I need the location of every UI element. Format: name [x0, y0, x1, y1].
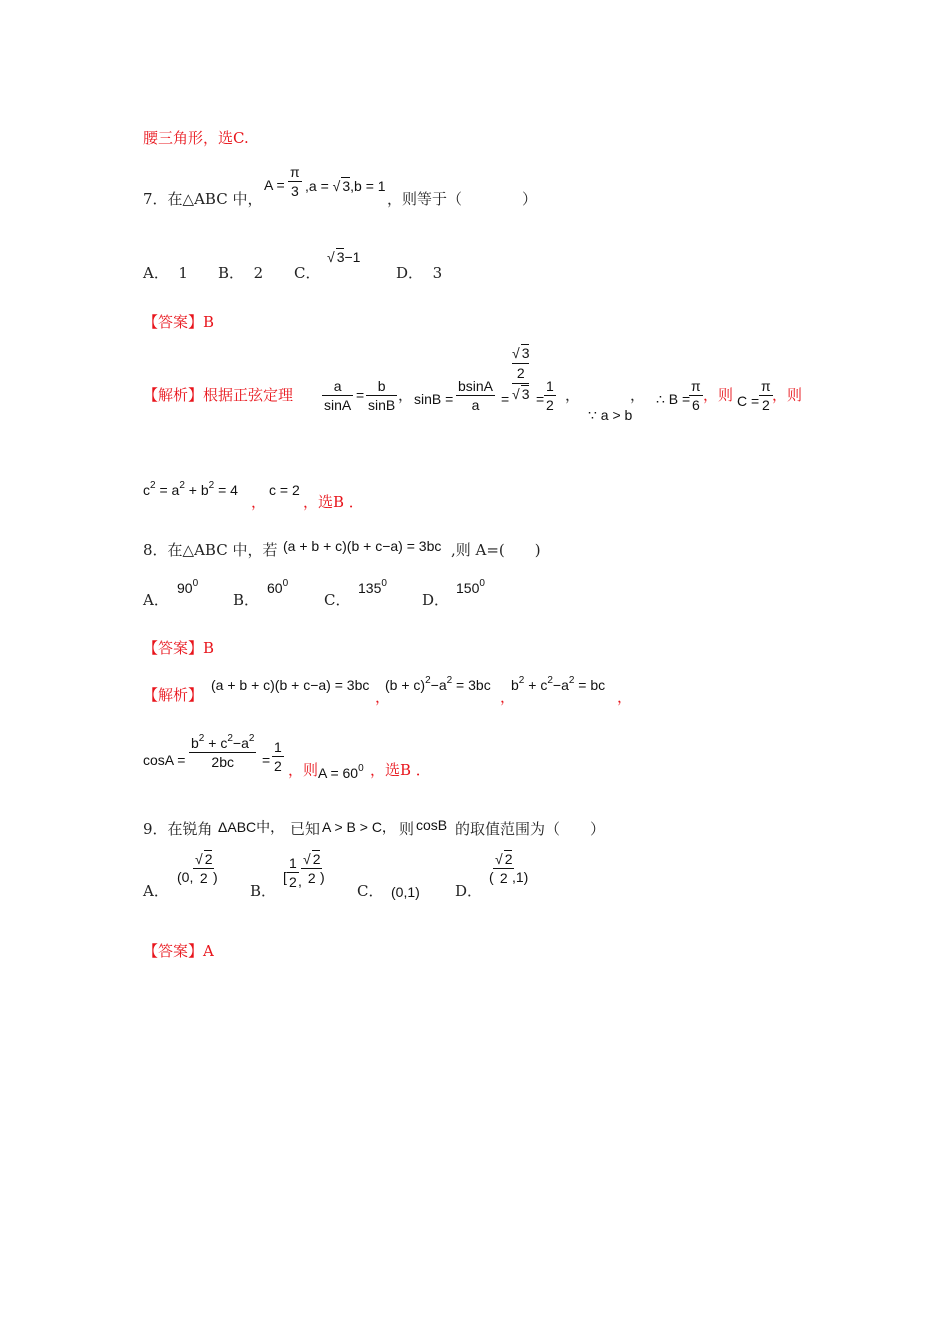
q7-comma: ，: [398, 386, 414, 404]
q7-f7-den: 2: [759, 395, 773, 414]
q8-opt-c-num: 135: [358, 580, 382, 596]
q7-f6-den: 6: [689, 395, 703, 414]
q7-c-value: c = 2: [269, 482, 300, 498]
q9-b-sqrt2: 2: [312, 851, 321, 867]
q7-f7-num: π: [761, 378, 771, 394]
q8-eq-sign: =: [262, 752, 271, 768]
q8-opt-a-label: A．: [143, 591, 169, 609]
q8-eq2-a: (b + c): [385, 677, 426, 693]
q8-cos-num-b: + c: [204, 735, 228, 751]
q7-c-squared-eq: [143, 482, 238, 498]
q7-f5-den: 2: [546, 397, 554, 413]
q8-stem-prefix: 8．在△ABC 中，若: [143, 541, 278, 559]
q7-l2-a: = a: [155, 482, 180, 498]
q7-opt-b-label: B．: [218, 264, 245, 282]
q7-then-2: ，则: [772, 386, 803, 404]
q8-a-value: [318, 765, 364, 781]
q8-cos-sup2: 2: [227, 733, 233, 744]
q7-opt-a-value: 1: [178, 264, 188, 282]
q8-cos-lhs: cosA =: [143, 752, 186, 768]
q7-opt-c-minus1: −1: [344, 249, 361, 265]
q9-stem-math2: A > B > C，: [322, 819, 396, 835]
q8-a-deg: 0: [358, 763, 364, 774]
q9-d-den: 2: [493, 868, 514, 887]
q7-answer: 【答案】B: [143, 313, 215, 331]
q7-fraction-pi-6: [689, 377, 703, 414]
q7-fraction-a-sina: [322, 377, 353, 414]
q7-pi: π: [290, 164, 300, 180]
q9-opt-c-label: C．: [357, 882, 384, 900]
q9-answer: 【答案】A: [143, 942, 214, 960]
q9-opt-d-close: ,1): [512, 869, 529, 885]
q7-option-b: [218, 262, 263, 283]
q7-f4-den-sqrt: 3: [521, 386, 530, 402]
q9-opt-c-value: (0,1): [391, 884, 420, 900]
q8-cos-num: [189, 734, 256, 752]
q8-opt-a-deg: 0: [192, 578, 199, 589]
q7-l2-sup3: 2: [208, 480, 215, 491]
q9-stem-math1: ΔABC中，: [218, 819, 285, 835]
q9-opt-b-close: ): [320, 869, 325, 885]
q9-stem-prefix: 9．在锐角: [143, 820, 213, 838]
q7-eq-1: =: [356, 387, 365, 403]
q9-opt-a-close: ): [213, 869, 218, 885]
q8-comma-2: ，: [500, 688, 516, 706]
q7-c-eq: C =: [737, 393, 760, 409]
q7-analysis-label: 【解析】根据正弦定理: [143, 386, 294, 404]
q8-half-num: 1: [274, 739, 282, 755]
q7-therefore-b: ∴ B =: [656, 391, 691, 407]
q8-cos-num-a: b: [191, 735, 199, 751]
q8-cos-num-c: −a: [232, 735, 249, 751]
q7-stem-prefix: 7．在△ABC 中，: [143, 190, 263, 208]
q9-opt-b-comma: ,: [298, 873, 302, 889]
q8-opt-a-value: [177, 580, 198, 596]
q8-eq-1: (a + b + c)(b + c−a) = 3bc: [211, 677, 370, 693]
q7-condition: [264, 177, 285, 193]
q9-opt-d-label: D．: [455, 882, 483, 900]
q8-opt-d-deg: 0: [479, 578, 485, 589]
q7-f4-top-sqrt: 3: [521, 345, 530, 361]
q8-cos-sup3: 2: [248, 733, 255, 744]
q8-eq3-d: = bc: [574, 677, 606, 693]
q7-opt-c-sqrt3: 3: [336, 249, 345, 265]
q9-opt-b-label: B．: [250, 882, 277, 900]
q9-opt-a-label: A．: [143, 882, 169, 900]
q7-f4-top-den: 2: [512, 363, 529, 382]
q8-opt-d-value: [456, 580, 485, 596]
q8-stem-suffix: ,则 A=( ): [451, 541, 541, 559]
q7-f1-den: sinA: [324, 397, 352, 413]
q8-eq3-sup3: 2: [568, 675, 575, 686]
q9-a-den: 2: [193, 868, 214, 887]
q8-opt-a-num: 90: [177, 580, 193, 596]
q7-cond-rest: [305, 177, 386, 194]
q8-comma-1: ，: [375, 688, 391, 706]
q8-opt-d-label: D．: [422, 591, 450, 609]
q7-sqrt3: 3: [342, 178, 351, 194]
q8-cos-sup1: 2: [198, 733, 205, 744]
q7-comma-2: ，: [565, 386, 581, 404]
q9-b-den2: 2: [301, 868, 322, 887]
q7-l2-b: + b: [184, 482, 209, 498]
q7-f5-num: 1: [546, 378, 554, 394]
q9-stem-mid2: 则: [399, 820, 415, 838]
q7-comma-3: ，: [630, 386, 646, 404]
q8-eq2-c: = 3bc: [452, 677, 491, 693]
q7-opt-d-label: D．: [396, 264, 424, 282]
q7-then-1: ，则: [703, 386, 734, 404]
q7-fraction-b-sinb: [366, 377, 397, 414]
q9-a-sqrt2: 2: [204, 851, 213, 867]
q8-eq3-a: b: [511, 677, 519, 693]
q9-opt-a-fraction: [193, 850, 214, 887]
q8-choose: ，选B ．: [370, 761, 431, 779]
q7-cond-b: ,b = 1: [350, 178, 386, 194]
q7-fraction-bsina-a: [456, 377, 495, 414]
q7-sinb-lhs: sinB =: [414, 391, 454, 407]
q8-opt-b-num: 60: [267, 580, 283, 596]
q8-opt-b-deg: 0: [282, 578, 289, 589]
q8-opt-d-num: 150: [456, 580, 480, 596]
q9-stem-math3: cosB: [416, 817, 448, 833]
q9-stem-suffix: 的取值范围为（ ）: [455, 820, 606, 838]
q7-l2-c: c: [143, 482, 150, 498]
q7-f6-num: π: [691, 378, 701, 394]
q7-option-c-label: C．: [294, 264, 321, 282]
q7-l2-4: = 4: [214, 482, 238, 498]
q7-f3-num: bsinA: [458, 378, 494, 394]
q8-eq3-c: −a: [552, 677, 569, 693]
q7-cond-a-eq: ,a =: [305, 178, 329, 194]
sqrt-icon: √: [303, 851, 311, 867]
sqrt-icon: √: [495, 851, 503, 867]
previous-answer-tail: 腰三角形，选C.: [143, 129, 249, 147]
sqrt-icon: √: [195, 851, 203, 867]
q8-eq2-sup1: 2: [425, 675, 431, 686]
q7-eq-3: =: [536, 391, 545, 407]
q9-b-den1: 2: [289, 874, 297, 890]
sqrt-icon: √: [327, 249, 335, 265]
q7-pi-over-3: [288, 163, 302, 200]
q7-eq-2: =: [501, 391, 510, 407]
sqrt-icon: √: [512, 345, 520, 361]
q8-eq2-sup2: 2: [446, 675, 453, 686]
q7-stem-suffix: ，则等于（ ）: [387, 190, 538, 208]
q8-then: ，则: [288, 761, 319, 779]
sqrt-icon: √: [512, 386, 520, 402]
q7-opt-b-value: 2: [253, 264, 264, 282]
q8-eq3-sup2: 2: [547, 675, 553, 686]
q8-half-den: 2: [274, 758, 282, 774]
q9-opt-d-open: (: [489, 869, 494, 885]
q7-option-a: [143, 262, 188, 283]
q9-opt-a-open: (0,: [177, 869, 194, 885]
q8-cos-fraction: [189, 734, 256, 771]
q8-eq2-b: −a: [430, 677, 447, 693]
q7-f2-den: sinB: [368, 397, 396, 413]
q8-stem-math: (a + b + c)(b + c−a) = 3bc: [283, 538, 442, 554]
q7-opt-a-label: A．: [143, 264, 169, 282]
q8-opt-c-value: [358, 580, 387, 596]
q8-analysis-label: 【解析】: [143, 686, 204, 704]
q8-cos-den: 2bc: [189, 752, 256, 771]
q7-choose: ，选B ．: [303, 493, 364, 511]
q7-option-c-value: [327, 248, 360, 265]
q8-half-fraction: [272, 738, 284, 775]
q7-l2-sup2: 2: [179, 480, 185, 491]
q8-opt-b-value: [267, 580, 288, 596]
q7-f2-num: b: [377, 378, 386, 394]
q7-fraction-pi-2: [759, 377, 773, 414]
q7-l2-sup1: 2: [150, 480, 156, 491]
q8-eq3-b: + c: [524, 677, 548, 693]
q7-f1-num: a: [333, 378, 342, 394]
q9-b-num1: 1: [289, 855, 297, 871]
q8-eq3-sup1: 2: [518, 675, 525, 686]
q8-opt-c-deg: 0: [381, 578, 387, 589]
q8-comma-3: ，: [617, 688, 633, 706]
q7-option-d: [396, 262, 442, 283]
q7-complex-fraction: [512, 343, 529, 404]
q7-fraction-half: [544, 377, 556, 414]
q7-comma-4: ，: [251, 493, 267, 511]
q7-opt-d-value: 3: [432, 264, 443, 282]
q8-a-val: A = 60: [318, 765, 359, 781]
q9-d-sqrt2: 2: [504, 851, 513, 867]
q7-three: 3: [288, 181, 302, 200]
q8-opt-c-label: C．: [324, 591, 351, 609]
q7-cond-a: A =: [264, 177, 285, 193]
sqrt-icon: √: [332, 178, 341, 194]
q7-f3-den: a: [456, 395, 495, 414]
q8-eq-2: [385, 677, 491, 693]
q9-opt-b-open: [: [283, 869, 287, 885]
q8-eq-3: [511, 677, 605, 693]
q8-opt-b-label: B．: [233, 591, 260, 609]
q7-because: ∵ a > b: [588, 407, 633, 423]
q8-answer: 【答案】B: [143, 639, 215, 657]
q9-stem-mid: 已知: [290, 820, 321, 838]
